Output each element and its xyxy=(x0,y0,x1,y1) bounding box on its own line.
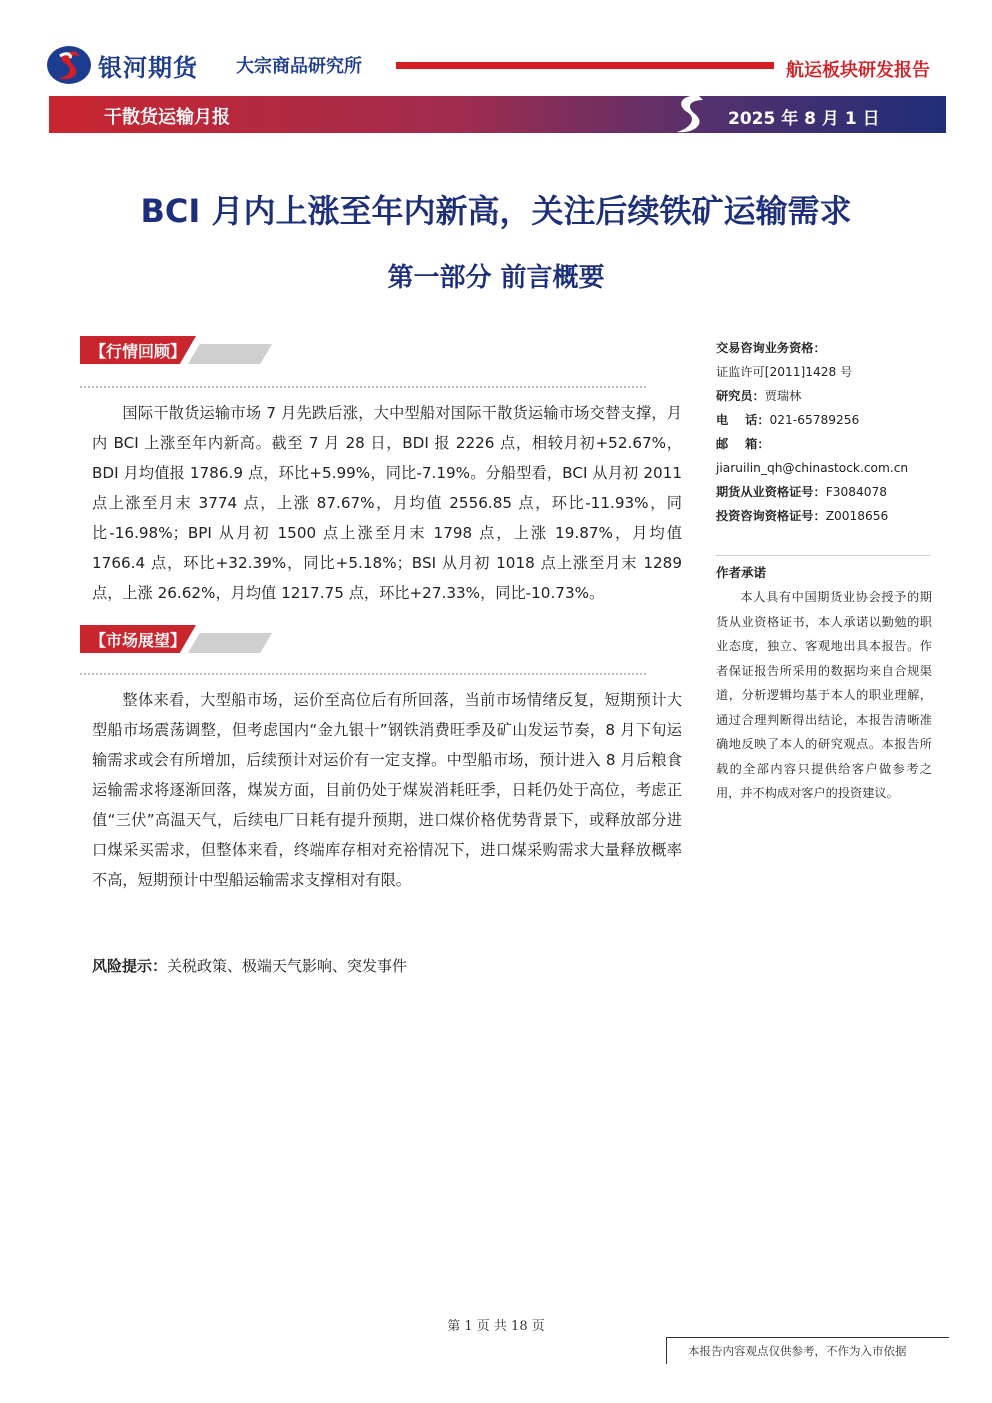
section-tag-market-review xyxy=(80,336,280,370)
risk-notice xyxy=(92,955,407,976)
futures-cert-label: 期货从业资格证号： xyxy=(716,485,826,499)
phone-value: 021-65789256 xyxy=(769,413,860,427)
section-divider xyxy=(80,673,646,675)
analyst-info xyxy=(716,336,908,528)
logo-text: 银河期货 xyxy=(98,54,198,82)
tag-decoration xyxy=(188,344,272,364)
logo-mark-icon xyxy=(46,44,92,86)
email-label: 邮 箱： xyxy=(716,437,770,451)
email-value[interactable]: jiaruilin_qh@chinastock.com.cn xyxy=(716,461,909,475)
header-divider xyxy=(396,62,774,69)
qualification-value: 证监许可[2011]1428 号 xyxy=(716,365,853,379)
invest-cert-value: Z0018656 xyxy=(825,509,889,523)
disclaimer-note: 本报告内容观点仅供参考，不作为入市依据 xyxy=(688,1344,907,1358)
author-pledge-title: 作者承诺 xyxy=(716,565,767,580)
section-tag-market-outlook xyxy=(80,625,280,659)
risk-text: 关税政策、极端天气影响、突发事件 xyxy=(167,957,408,975)
phone-label: 电 话： xyxy=(716,413,770,427)
part-title: 第一部分 前言概要 xyxy=(387,263,605,293)
report-series-title: 干散货运输月报 xyxy=(104,107,230,128)
report-date: 2025 年 8 月 1 日 xyxy=(728,109,880,129)
futures-cert-value: F3084078 xyxy=(825,485,887,499)
market-outlook-paragraph: 整体来看，大型船市场，运价至高位后有所回落，当前市场情绪反复，短期预计大型船市场震荡调整，但考虑国内“金九银十”钢铁消费旺季及矿山发运节奏，8 月下旬运输需求或会有所增加，后续预计对运价有一定支撑。中型船市场，预计进入 8 月后粮食运输需求将逐渐回落，煤炭方面，目前仍处于煤炭消耗旺季，日耗仍处于高位，考虑正值“三伏”高温天气，后续电厂日耗有提升预期，进口煤价格优势背景下，或释放部分进口煤采买需求，但整体来看，终端库存相对充裕情况下，进口煤采购需求大量释放概率不高，短期预计中型船运输需求支撑相对有限。 xyxy=(92,691,682,889)
report-title: BCI 月内上涨至年内新高，关注后续铁矿运输需求 xyxy=(140,192,852,230)
analyst-label: 研究员： xyxy=(716,389,765,403)
band-swoosh-icon xyxy=(665,90,713,138)
author-pledge-text: 本人具有中国期货业协会授予的期货从业资格证书，本人承诺以勤勉的职业态度，独立、客观地出具本报告。作者保证报告所采用的数据均来自合规渠道，分析逻辑均基于本人的职业理解，通过合理判断得出结论，本报告清晰准确地反映了本人的研究观点。本报告所载的全部内容只提供给客户做参考之用，并不构成对客户的投资建议。 xyxy=(716,590,932,800)
market-review-paragraph: 国际干散货运输市场 7 月先跌后涨，大中型船对国际干散货运输市场交替支撑，月内 BCI 上涨至年内新高。截至 7 月 28 日，BDI 报 2226 点，相较月初+52.67%，BDI 月均值报 1786.9 点，环比+5.99%，同比-7.19%。分船型看，BCI 从月初 2011 点上涨至月末 3774 点，上涨 87.67%，月均值 2556.85 点，环比-11.93%，同比-16.98%；BPI 从月初 1500 点上涨至月末 1798 点，上涨 19.87%，月均值 1766.4 点，环比+32.39%，同比+5.18%；BSI 从月初 1018 点上涨至月末 1289 点，上涨 26.62%，月均值 1217.75 点，环比+27.33%，同比-10.73%。 xyxy=(92,404,682,602)
institute-name: 大宗商品研究所 xyxy=(236,56,362,77)
company-logo xyxy=(46,42,216,90)
analyst-name: 贾瑞林 xyxy=(764,389,802,403)
tag-decoration xyxy=(188,633,272,653)
page-number: 第 1 页 共 18 页 xyxy=(447,1319,545,1334)
report-type: 航运板块研发报告 xyxy=(786,60,930,81)
invest-cert-label: 投资咨询资格证号： xyxy=(716,509,826,523)
qualification-label: 交易咨询业务资格： xyxy=(716,341,826,355)
sidebar-divider xyxy=(716,555,931,556)
risk-label: 风险提示： xyxy=(92,957,168,975)
tag-label: 【行情回顾】 xyxy=(90,342,187,361)
section-divider xyxy=(80,386,646,388)
tag-label: 【市场展望】 xyxy=(90,631,187,650)
